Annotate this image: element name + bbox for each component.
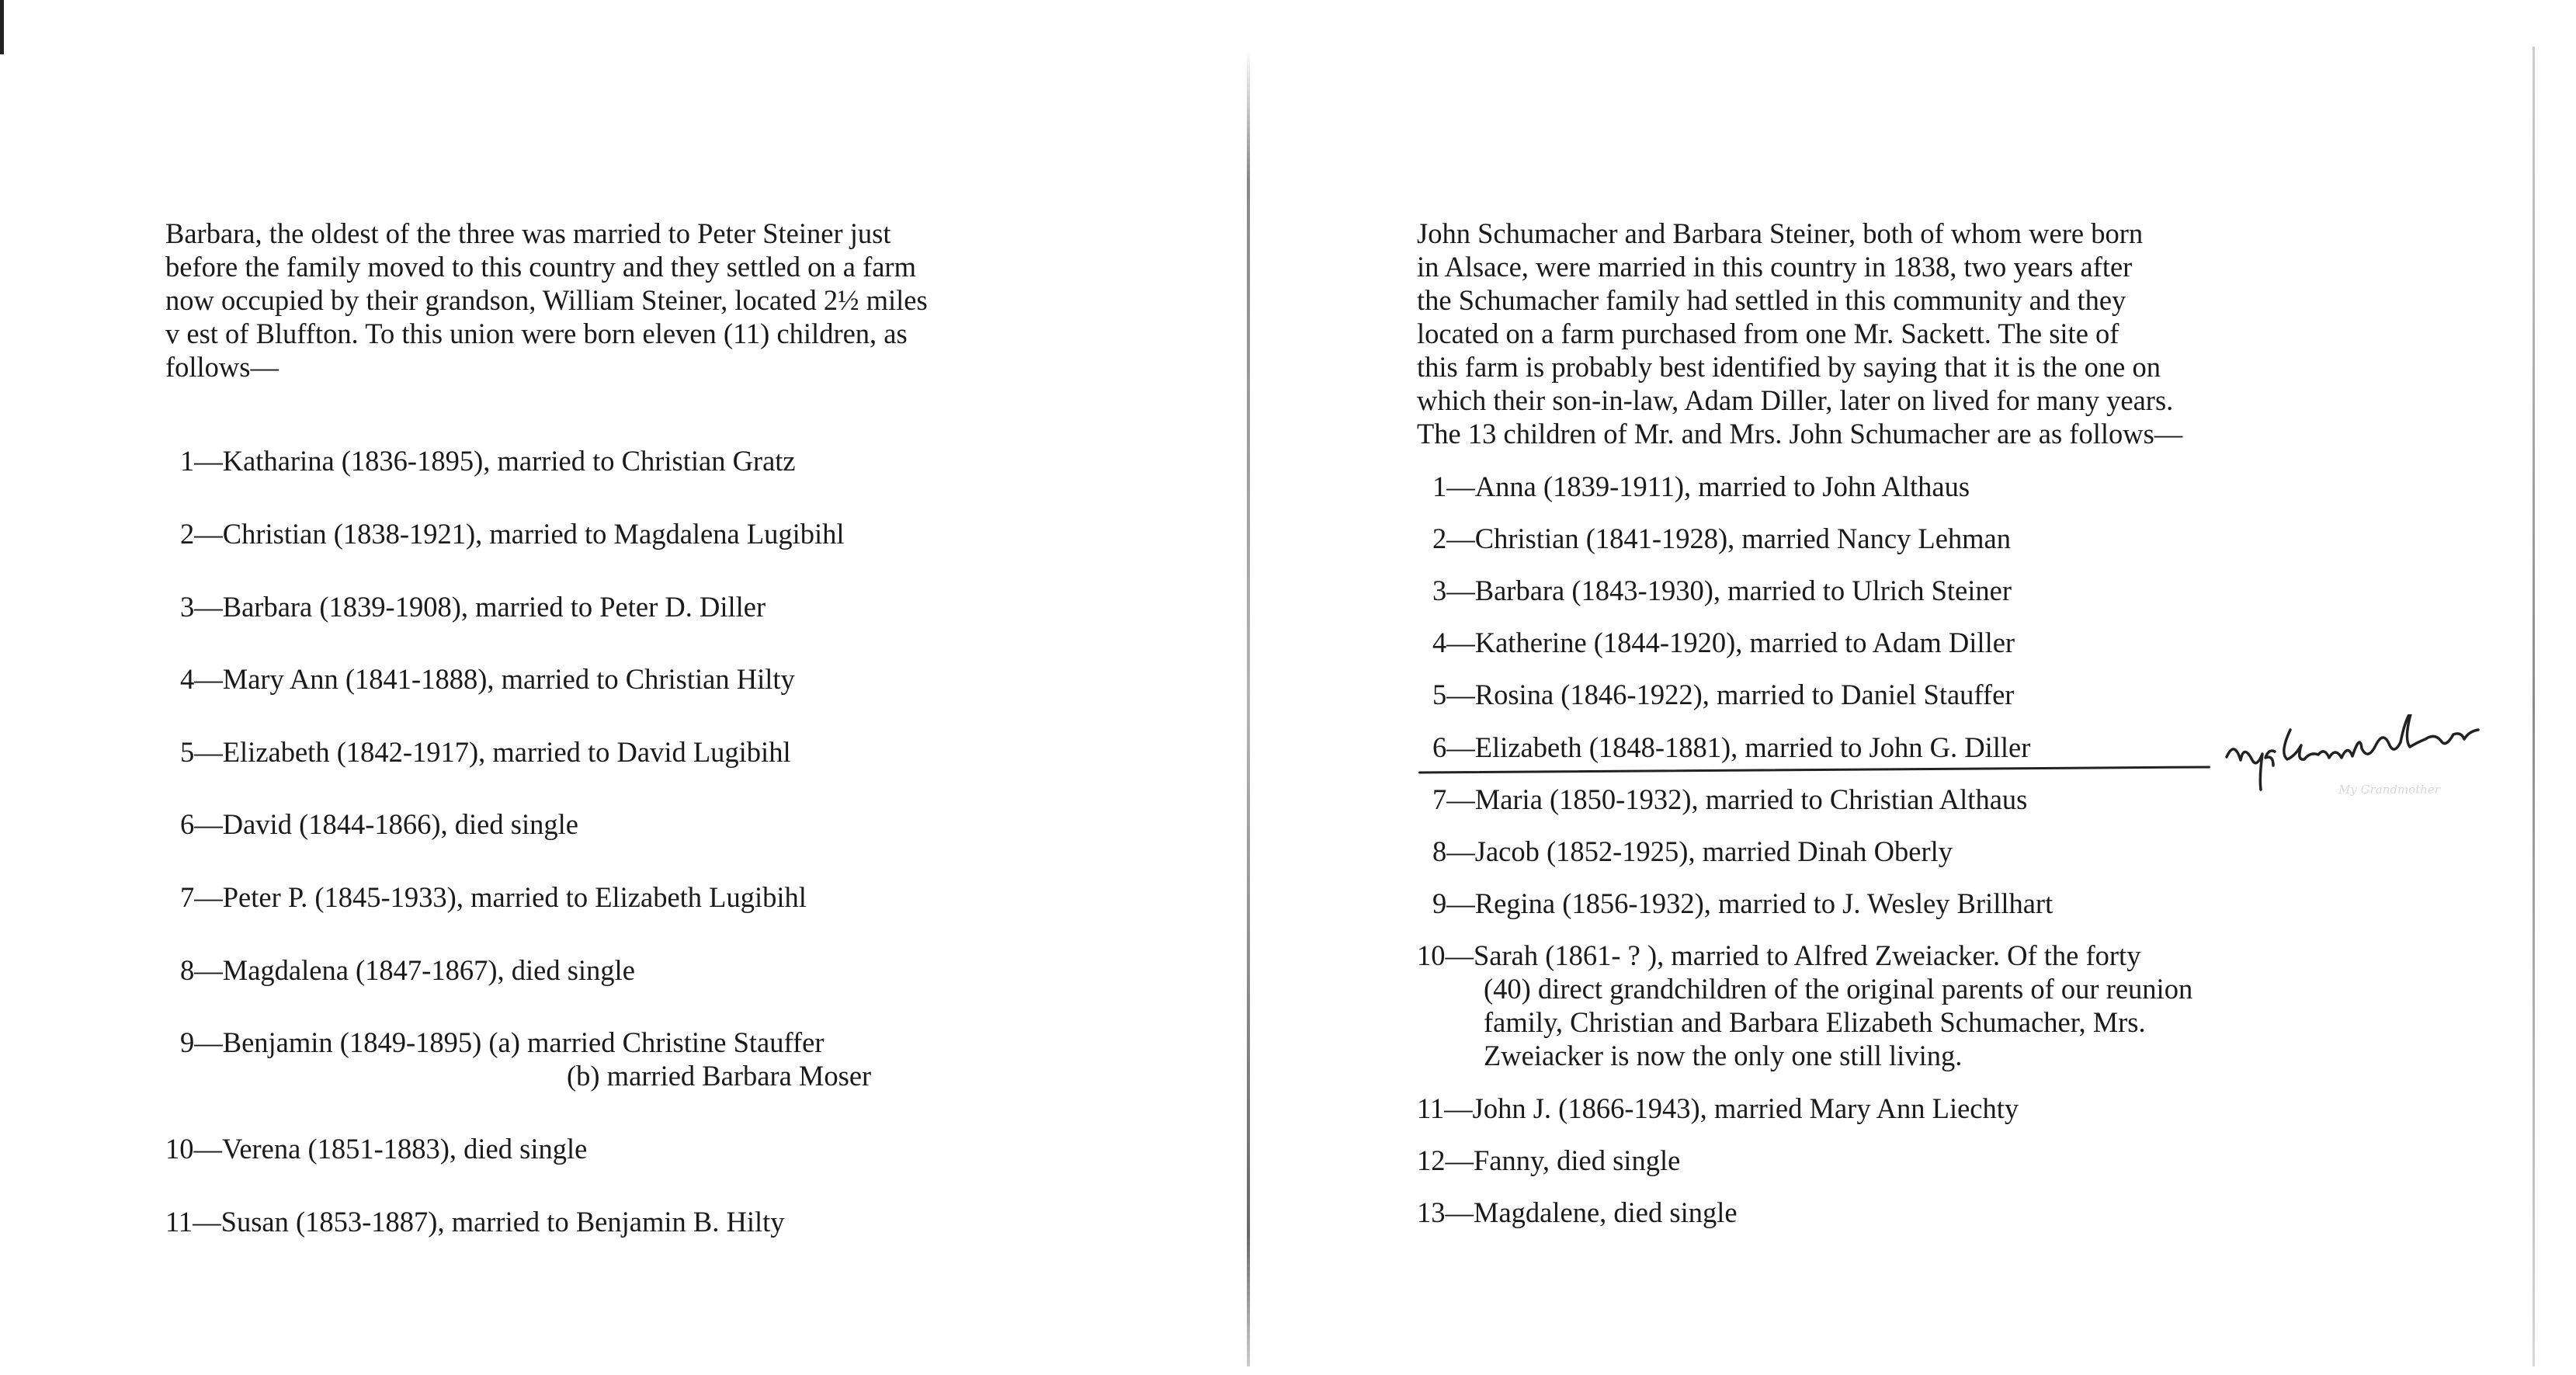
child-entry: 7—Peter P. (1845-1933), married to Elizabeth Lugibihl [180,881,807,913]
child-entry: 12—Fanny, died single [1417,1144,1681,1176]
intro-line: the Schumacher family had settled in this community and they [1417,284,2126,316]
child-entry: 1—Katharina (1836-1895), married to Christian Gratz [180,445,796,477]
child-entry: 11—John J. (1866-1943), married Mary Ann Liechty [1417,1092,2019,1124]
child-entry-continuation: (b) married Barbara Moser [567,1060,872,1092]
child-entry: 8—Magdalena (1847-1867), died single [180,954,635,986]
child-entry: 1—Anna (1839-1911), married to John Althaus [1432,470,1970,502]
child-entry-continuation: Zweiacker is now the only one still living. [1484,1040,1963,1071]
intro-line: Barbara, the oldest of the three was married to Peter Steiner just [165,217,891,249]
left-page [0,0,1242,1375]
handwritten-underline [1418,766,2210,773]
child-entry: 3—Barbara (1839-1908), married to Peter D. Diller [180,591,766,623]
child-entry: 8—Jacob (1852-1925), married Dinah Oberly [1432,835,1953,867]
child-entry: 2—Christian (1838-1921), married to Magdalena Lugibihl [180,518,845,550]
child-entry: 7—Maria (1850-1932), married to Christian Althaus [1432,783,2028,815]
child-entry: 2—Christian (1841-1928), married Nancy Lehman [1432,523,2012,554]
intro-line: follows— [165,351,279,383]
handwritten-note [2222,714,2533,804]
intro-line: now occupied by their grandson, William Steiner, located 2½ miles [165,284,928,316]
child-entry: 3—Barbara (1843-1930), married to Ulrich Steiner [1432,575,2012,606]
handwritten-note-text: My Grandmother [2338,783,2440,797]
child-entry-continuation: family, Christian and Barbara Elizabeth Schumacher, Mrs. [1484,1006,2146,1038]
intro-line: John Schumacher and Barbara Steiner, both of whom were born [1417,217,2144,249]
intro-line: v est of Bluffton. To this union were born eleven (11) children, as [165,318,908,349]
child-entry: 4—Katherine (1844-1920), married to Adam Diller [1432,627,2015,658]
child-entry-continuation: (40) direct grandchildren of the original parents of our reunion [1484,973,2193,1005]
intro-line: located on a farm purchased from one Mr. Sackett. The site of [1417,318,2119,349]
left-intro-paragraph [165,217,1101,384]
child-entry: 10—Sarah (1861- ? ), married to Alfred Zweiacker. Of the forty [1417,939,2141,971]
child-entry: 9—Benjamin (1849-1895) (a) married Christine Stauffer [180,1026,825,1058]
intro-line: The 13 children of Mr. and Mrs. John Schumacher are as follows— [1417,418,2183,450]
intro-line: in Alsace, were married in this country in 1838, two years after [1417,251,2133,283]
child-entry: 11—Susan (1853-1887), married to Benjamin B. Hilty [165,1206,785,1238]
child-entry: 13—Magdalene, died single [1417,1196,1738,1228]
child-entry: 6—Elizabeth (1848-1881), married to John G. Diller [1432,731,2031,763]
child-entry: 5—Rosina (1846-1922), married to Daniel Stauffer [1432,679,2015,710]
page-edge [2533,47,2535,1366]
intro-line: this farm is probably best identified by saying that it is the one on [1417,351,2161,383]
child-entry: 10—Verena (1851-1883), died single [165,1133,588,1165]
intro-line: which their son-in-law, Adam Diller, later on lived for many years. [1417,384,2174,416]
child-entry: 4—Mary Ann (1841-1888), married to Christian Hilty [180,663,795,695]
intro-line: before the family moved to this country and they settled on a farm [165,251,916,283]
child-entry: 6—David (1844-1866), died single [180,808,578,840]
right-intro-paragraph [1417,217,2362,450]
child-entry: 5—Elizabeth (1842-1917), married to David Lugibihl [180,736,791,768]
page-gutter [1247,47,1250,1366]
child-entry: 9—Regina (1856-1932), married to J. Wesley Brillhart [1432,887,2054,919]
